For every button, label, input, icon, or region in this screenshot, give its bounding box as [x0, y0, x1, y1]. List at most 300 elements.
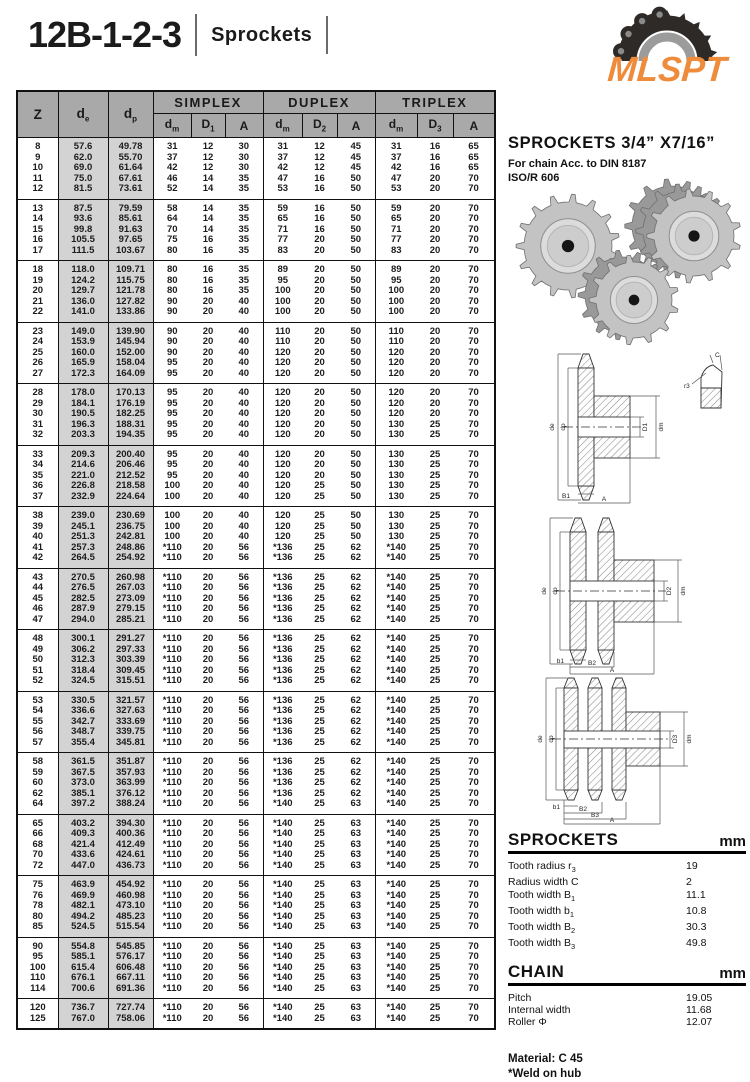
table-row — [17, 829, 495, 840]
table-cell: 11 — [17, 174, 58, 185]
table-cell: *110 — [162, 654, 182, 665]
table-cell: 25 — [429, 921, 441, 932]
table-cell: 50 — [337, 225, 375, 236]
table-cell: 25 — [314, 756, 325, 767]
table-cell: 25 — [429, 541, 441, 553]
table-cell: 120 — [274, 520, 291, 532]
table-cell: 100 — [388, 306, 405, 317]
dim-label-B2: B2 — [579, 806, 587, 813]
table-cell: 80 — [166, 274, 178, 286]
table-cell: 285.21 — [108, 615, 153, 630]
table-cell: 20 — [202, 357, 214, 368]
table-cell: 20 — [202, 582, 214, 593]
table-cell: 524.5 — [58, 922, 108, 937]
table-cell: 62 — [337, 543, 375, 554]
table-cell: 20 — [202, 295, 214, 307]
table-cell: 20 — [202, 397, 214, 409]
drawing-triplex-section — [508, 674, 746, 826]
table-cell: *140 — [386, 859, 407, 871]
table-row — [17, 507, 495, 522]
table-cell: 25 — [429, 643, 441, 655]
table-row — [17, 163, 495, 174]
spec-label: Internal width — [508, 1003, 571, 1016]
table-cell: 436.73 — [108, 861, 153, 876]
table-cell: 62 — [337, 604, 375, 615]
table-cell: 100 — [274, 306, 291, 317]
table-cell: 95 — [166, 367, 178, 379]
table-cell: *136 — [272, 633, 293, 644]
table-cell: 25 — [314, 859, 325, 871]
table-cell: 20 — [202, 346, 214, 358]
table-cell: *136 — [272, 787, 293, 799]
table-cell: 50 — [337, 297, 375, 308]
table-group — [17, 445, 495, 507]
table-cell: 20 — [202, 756, 214, 767]
table-cell: 25 — [429, 582, 441, 593]
table-cell: *140 — [272, 910, 293, 922]
table-cell: 50 — [337, 214, 375, 225]
table-cell: 25 — [429, 787, 441, 799]
table-cell: 170.13 — [108, 384, 153, 399]
table-cell: 77 — [277, 234, 289, 245]
table-cell: 26 — [17, 358, 58, 369]
table-cell: 700.6 — [58, 984, 108, 999]
table-cell: 20 — [314, 285, 325, 296]
table-row — [17, 199, 495, 214]
table-cell: 70 — [468, 429, 479, 440]
table-cell: 70 — [468, 664, 479, 676]
col-header-D1: $D_1$ — [191, 114, 225, 138]
table-cell: 10 — [17, 163, 58, 174]
table-cell: 90 — [166, 295, 178, 307]
table-cell: *110 — [162, 828, 182, 839]
table-cell: 691.36 — [108, 984, 153, 999]
table-cell: 20 — [429, 357, 441, 368]
table-cell: 70 — [468, 336, 479, 347]
table-cell: 58 — [17, 753, 58, 768]
dim-label-D3: D3 — [672, 734, 679, 744]
sprockets-spec-list — [508, 854, 746, 962]
table-cell: 25 — [429, 798, 441, 809]
dim-label-C: C — [715, 352, 720, 359]
table-cell: 16 — [202, 285, 214, 296]
table-cell: 20 — [202, 849, 214, 860]
table-cell: 120 — [388, 387, 405, 398]
table-cell: 351.87 — [108, 753, 153, 768]
table-cell: 232.9 — [58, 492, 108, 507]
table-cell: 70 — [17, 850, 58, 861]
table-cell: 38 — [17, 507, 58, 522]
table-cell: 13 — [17, 199, 58, 214]
spec-row — [508, 860, 746, 876]
col-header-de: $d_e$ — [58, 91, 108, 138]
table-row — [17, 409, 495, 420]
divider — [326, 16, 328, 54]
table-cell: *136 — [272, 766, 293, 778]
table-cell: 70 — [468, 694, 479, 706]
logo-wordmark: MLSPT — [606, 50, 728, 89]
table-cell: 62 — [337, 691, 375, 706]
table-cell: *140 — [272, 972, 293, 983]
table-cell: 25 — [314, 817, 325, 829]
table-row — [17, 445, 495, 460]
table-cell: 20 — [429, 295, 441, 307]
table-cell: 120 — [274, 459, 291, 470]
table-cell: 56 — [225, 861, 263, 876]
table-row — [17, 861, 495, 876]
dim-label-b1: b1 — [552, 804, 560, 811]
table-cell: 120 — [274, 480, 291, 491]
table-cell: 239.0 — [58, 507, 108, 522]
table-cell: *110 — [162, 921, 182, 932]
table-cell: 12 — [202, 151, 214, 163]
table-cell: *110 — [162, 879, 182, 890]
table-cell: 25 — [429, 756, 441, 767]
table-cell: 282.5 — [58, 594, 108, 605]
table-group — [17, 199, 495, 261]
table-cell: 373.0 — [58, 778, 108, 789]
table-row — [17, 952, 495, 963]
drawing-duplex-section — [508, 512, 746, 678]
table-cell: *140 — [386, 879, 407, 890]
table-cell: 40 — [17, 532, 58, 543]
table-cell: 16 — [202, 274, 214, 286]
table-cell: 50 — [337, 358, 375, 369]
table-cell: *140 — [272, 1012, 293, 1024]
table-cell: 20 — [202, 694, 214, 706]
table-cell: 56 — [225, 973, 263, 984]
table-cell: 12 — [314, 162, 325, 173]
table-cell: 25 — [314, 490, 325, 502]
table-cell: 20 — [314, 387, 325, 398]
table-cell: 62 — [337, 655, 375, 666]
table-cell: 297.33 — [108, 645, 153, 656]
table-cell: 20 — [17, 286, 58, 297]
table-cell: 56 — [225, 850, 263, 861]
table-cell: 25 — [314, 664, 325, 676]
table-cell: 676.1 — [58, 973, 108, 984]
table-cell: 50 — [337, 184, 375, 199]
table-cell: *140 — [386, 633, 407, 644]
table-cell: 68 — [17, 840, 58, 851]
table-cell: 25 — [314, 520, 325, 532]
table-cell: 80 — [17, 912, 58, 923]
table-cell: *110 — [162, 756, 182, 767]
table-cell: 56 — [225, 645, 263, 656]
table-cell: 25 — [429, 736, 441, 748]
table-cell: 376.12 — [108, 789, 153, 800]
dim-label-de: de — [549, 423, 556, 431]
table-cell: 40 — [225, 420, 263, 431]
table-cell: 667.11 — [108, 973, 153, 984]
table-cell: 20 — [202, 838, 214, 850]
table-cell: 20 — [202, 705, 214, 716]
table-row — [17, 999, 495, 1014]
table-cell: 20 — [314, 397, 325, 409]
table-cell: 130 — [388, 418, 405, 430]
product-title-block — [508, 134, 748, 185]
col-header-A-duplex: A — [337, 114, 375, 138]
table-cell: 50 — [337, 235, 375, 246]
table-cell: 130 — [388, 480, 405, 491]
table-cell: 25 — [429, 531, 441, 542]
table-cell: 56 — [225, 1014, 263, 1030]
table-cell: 50 — [337, 348, 375, 359]
table-cell: 65 — [277, 213, 289, 224]
table-cell: 47 — [17, 615, 58, 630]
table-cell: 20 — [429, 408, 441, 419]
table-cell: 60 — [17, 778, 58, 789]
table-cell: 25 — [429, 418, 441, 430]
table-cell: 50 — [337, 246, 375, 261]
table-cell: *140 — [386, 787, 407, 799]
sprockets-unit-label: mm — [719, 833, 746, 850]
table-cell: 20 — [202, 664, 214, 676]
table-cell: 70 — [468, 1012, 479, 1024]
table-cell: 70 — [468, 480, 479, 491]
table-cell: 120 — [388, 346, 405, 358]
table-cell: 95 — [166, 397, 178, 409]
table-cell: 447.0 — [58, 861, 108, 876]
table-cell: *140 — [272, 1002, 293, 1013]
table-cell: 35 — [225, 246, 263, 261]
dim-label-dp: dp — [548, 735, 555, 743]
table-cell: 16 — [429, 162, 441, 173]
table-cell: 25 — [314, 961, 325, 973]
table-cell: 42 — [277, 162, 289, 173]
table-cell: 120 — [274, 429, 291, 440]
table-cell: 576.17 — [108, 952, 153, 963]
table-cell: 50 — [337, 420, 375, 431]
table-cell: 95 — [277, 274, 289, 286]
table-cell: 29 — [17, 399, 58, 410]
table-cell: 20 — [202, 520, 214, 532]
table-cell: 130 — [388, 429, 405, 440]
table-cell: 81.5 — [58, 184, 108, 199]
table-cell: 50 — [337, 199, 375, 214]
table-cell: 70 — [468, 285, 479, 296]
table-cell: 120 — [274, 367, 291, 379]
table-cell: 182.25 — [108, 409, 153, 420]
table-cell: *110 — [162, 838, 182, 850]
table-cell: 212.52 — [108, 471, 153, 482]
table-cell: *136 — [272, 694, 293, 706]
table-cell: 20 — [314, 244, 325, 256]
table-cell: *140 — [272, 859, 293, 871]
table-cell: 20 — [314, 325, 325, 337]
table-cell: 16 — [314, 223, 325, 235]
table-cell: 25 — [314, 592, 325, 604]
table-cell: 79.59 — [108, 199, 153, 214]
table-cell: 190.5 — [58, 409, 108, 420]
table-cell: 25 — [429, 552, 441, 563]
standard-line-1: For chain Acc. to DIN 8187 — [508, 158, 647, 170]
table-cell: 89 — [277, 264, 289, 275]
table-cell: 70 — [468, 490, 479, 502]
table-cell: 20 — [202, 325, 214, 337]
table-cell: 12 — [202, 141, 214, 152]
table-cell: 25 — [314, 726, 325, 737]
table-cell: 20 — [202, 951, 214, 962]
table-cell: 63 — [337, 984, 375, 999]
table-cell: 260.98 — [108, 568, 153, 583]
table-cell: 70 — [468, 172, 479, 184]
table-cell: 47 — [390, 172, 402, 184]
table-cell: 70 — [468, 1002, 479, 1013]
table-row — [17, 568, 495, 583]
dim-label-A: A — [601, 496, 607, 503]
table-cell: 63 — [337, 840, 375, 851]
table-cell: 164.09 — [108, 369, 153, 384]
table-cell: 25 — [17, 348, 58, 359]
table-cell: 70 — [468, 531, 479, 542]
table-cell: 76 — [17, 891, 58, 902]
table-cell: *110 — [162, 766, 182, 778]
table-row — [17, 1014, 495, 1030]
table-cell: 25 — [314, 910, 325, 922]
table-cell: 70 — [468, 633, 479, 644]
table-cell: 264.5 — [58, 553, 108, 568]
table-cell: 25 — [429, 849, 441, 860]
table-cell: 25 — [429, 429, 441, 440]
table-cell: 62 — [337, 717, 375, 728]
table-cell: 188.31 — [108, 420, 153, 431]
table-cell: 66 — [17, 829, 58, 840]
table-cell: 20 — [429, 172, 441, 184]
table-cell: *140 — [386, 613, 407, 625]
table-cell: 120 — [274, 469, 291, 481]
table-cell: 95 — [166, 357, 178, 368]
table-cell: 62 — [337, 778, 375, 789]
table-cell: *110 — [162, 940, 182, 952]
table-cell: 20 — [202, 367, 214, 379]
table-cell: 25 — [429, 879, 441, 890]
spec-value: 49.8 — [686, 937, 707, 950]
table-cell: 194.35 — [108, 430, 153, 445]
table-row — [17, 261, 495, 276]
table-cell: 62 — [337, 630, 375, 645]
chain-spec-list — [508, 986, 746, 1037]
table-group — [17, 568, 495, 630]
table-cell: 257.3 — [58, 543, 108, 554]
dim-label-dm: dm — [686, 734, 693, 744]
table-cell: 70 — [468, 541, 479, 553]
table-cell: 25 — [429, 817, 441, 829]
table-cell: 17 — [17, 246, 58, 261]
dim-label-dp: dp — [560, 423, 567, 431]
table-cell: *140 — [386, 838, 407, 850]
table-cell: 56 — [225, 630, 263, 645]
table-cell: 50 — [337, 174, 375, 185]
material-note: Material: C 45 — [508, 1053, 583, 1066]
table-cell: 40 — [225, 409, 263, 420]
table-cell: 63 — [337, 891, 375, 902]
spec-value: 11.1 — [686, 888, 706, 901]
table-cell: 25 — [314, 798, 325, 809]
table-cell: *140 — [386, 756, 407, 767]
table-cell: 35 — [225, 184, 263, 199]
table-cell: *140 — [272, 849, 293, 860]
table-cell: 61.64 — [108, 163, 153, 174]
table-cell: 40 — [225, 399, 263, 410]
table-row — [17, 481, 495, 492]
table-cell: 44 — [17, 583, 58, 594]
table-cell: 16 — [429, 151, 441, 163]
table-cell: 43 — [17, 568, 58, 583]
table-cell: 40 — [225, 297, 263, 308]
table-cell: 52 — [17, 676, 58, 691]
table-cell: *140 — [386, 961, 407, 973]
table-cell: 40 — [225, 322, 263, 337]
table-cell: 31 — [17, 420, 58, 431]
table-cell: 70 — [468, 879, 479, 890]
table-cell: *136 — [272, 715, 293, 727]
table-cell: 120 — [274, 387, 291, 398]
table-cell: 25 — [429, 900, 441, 911]
table-cell: 251.3 — [58, 532, 108, 543]
table-cell: 606.48 — [108, 963, 153, 974]
table-cell: 95 — [166, 448, 178, 460]
table-cell: 318.4 — [58, 666, 108, 677]
table-cell: 25 — [314, 571, 325, 583]
table-cell: 63 — [337, 973, 375, 984]
table-cell: 141.0 — [58, 307, 108, 322]
table-cell: 12 — [314, 141, 325, 152]
table-cell: 80 — [166, 244, 178, 256]
table-cell: 276.5 — [58, 583, 108, 594]
table-cell: *110 — [162, 736, 182, 748]
table-cell: *110 — [162, 571, 182, 583]
table-cell: *140 — [386, 694, 407, 706]
table-cell: 20 — [202, 961, 214, 973]
table-cell: 20 — [429, 264, 441, 275]
dim-label-B3: B3 — [591, 812, 599, 819]
table-cell: 70 — [468, 798, 479, 809]
standard-line-2: ISO/R 606 — [508, 172, 560, 184]
table-cell: 65 — [468, 162, 479, 173]
table-cell: 20 — [202, 592, 214, 604]
table-cell: 25 — [314, 633, 325, 644]
table-cell: 72 — [17, 861, 58, 876]
table-cell: 339.75 — [108, 727, 153, 738]
table-cell: 124.2 — [58, 276, 108, 287]
table-cell: 56 — [225, 543, 263, 554]
table-cell: 727.74 — [108, 999, 153, 1014]
table-cell: 20 — [202, 387, 214, 398]
dim-label-b1: b1 — [556, 658, 564, 665]
table-cell: *140 — [386, 726, 407, 737]
spec-label: Tooth width $B_3$ — [508, 937, 576, 952]
dim-label-r3: r3 — [684, 383, 690, 390]
table-cell: *110 — [162, 972, 182, 983]
table-cell: 178.0 — [58, 384, 108, 399]
table-cell: 56 — [225, 937, 263, 952]
table-cell: 30 — [225, 153, 263, 164]
table-cell: 20 — [202, 469, 214, 481]
table-cell: 16 — [314, 202, 325, 214]
table-cell: 59 — [17, 768, 58, 779]
table-cell: 25 — [314, 889, 325, 901]
table-cell: 120 — [274, 418, 291, 430]
table-cell: 333.69 — [108, 717, 153, 728]
table-row — [17, 214, 495, 225]
table-row — [17, 984, 495, 999]
table-cell: 95 — [166, 429, 178, 440]
table-row — [17, 337, 495, 348]
table-cell: 70 — [468, 306, 479, 317]
table-cell: 267.03 — [108, 583, 153, 594]
table-cell: 50 — [337, 471, 375, 482]
